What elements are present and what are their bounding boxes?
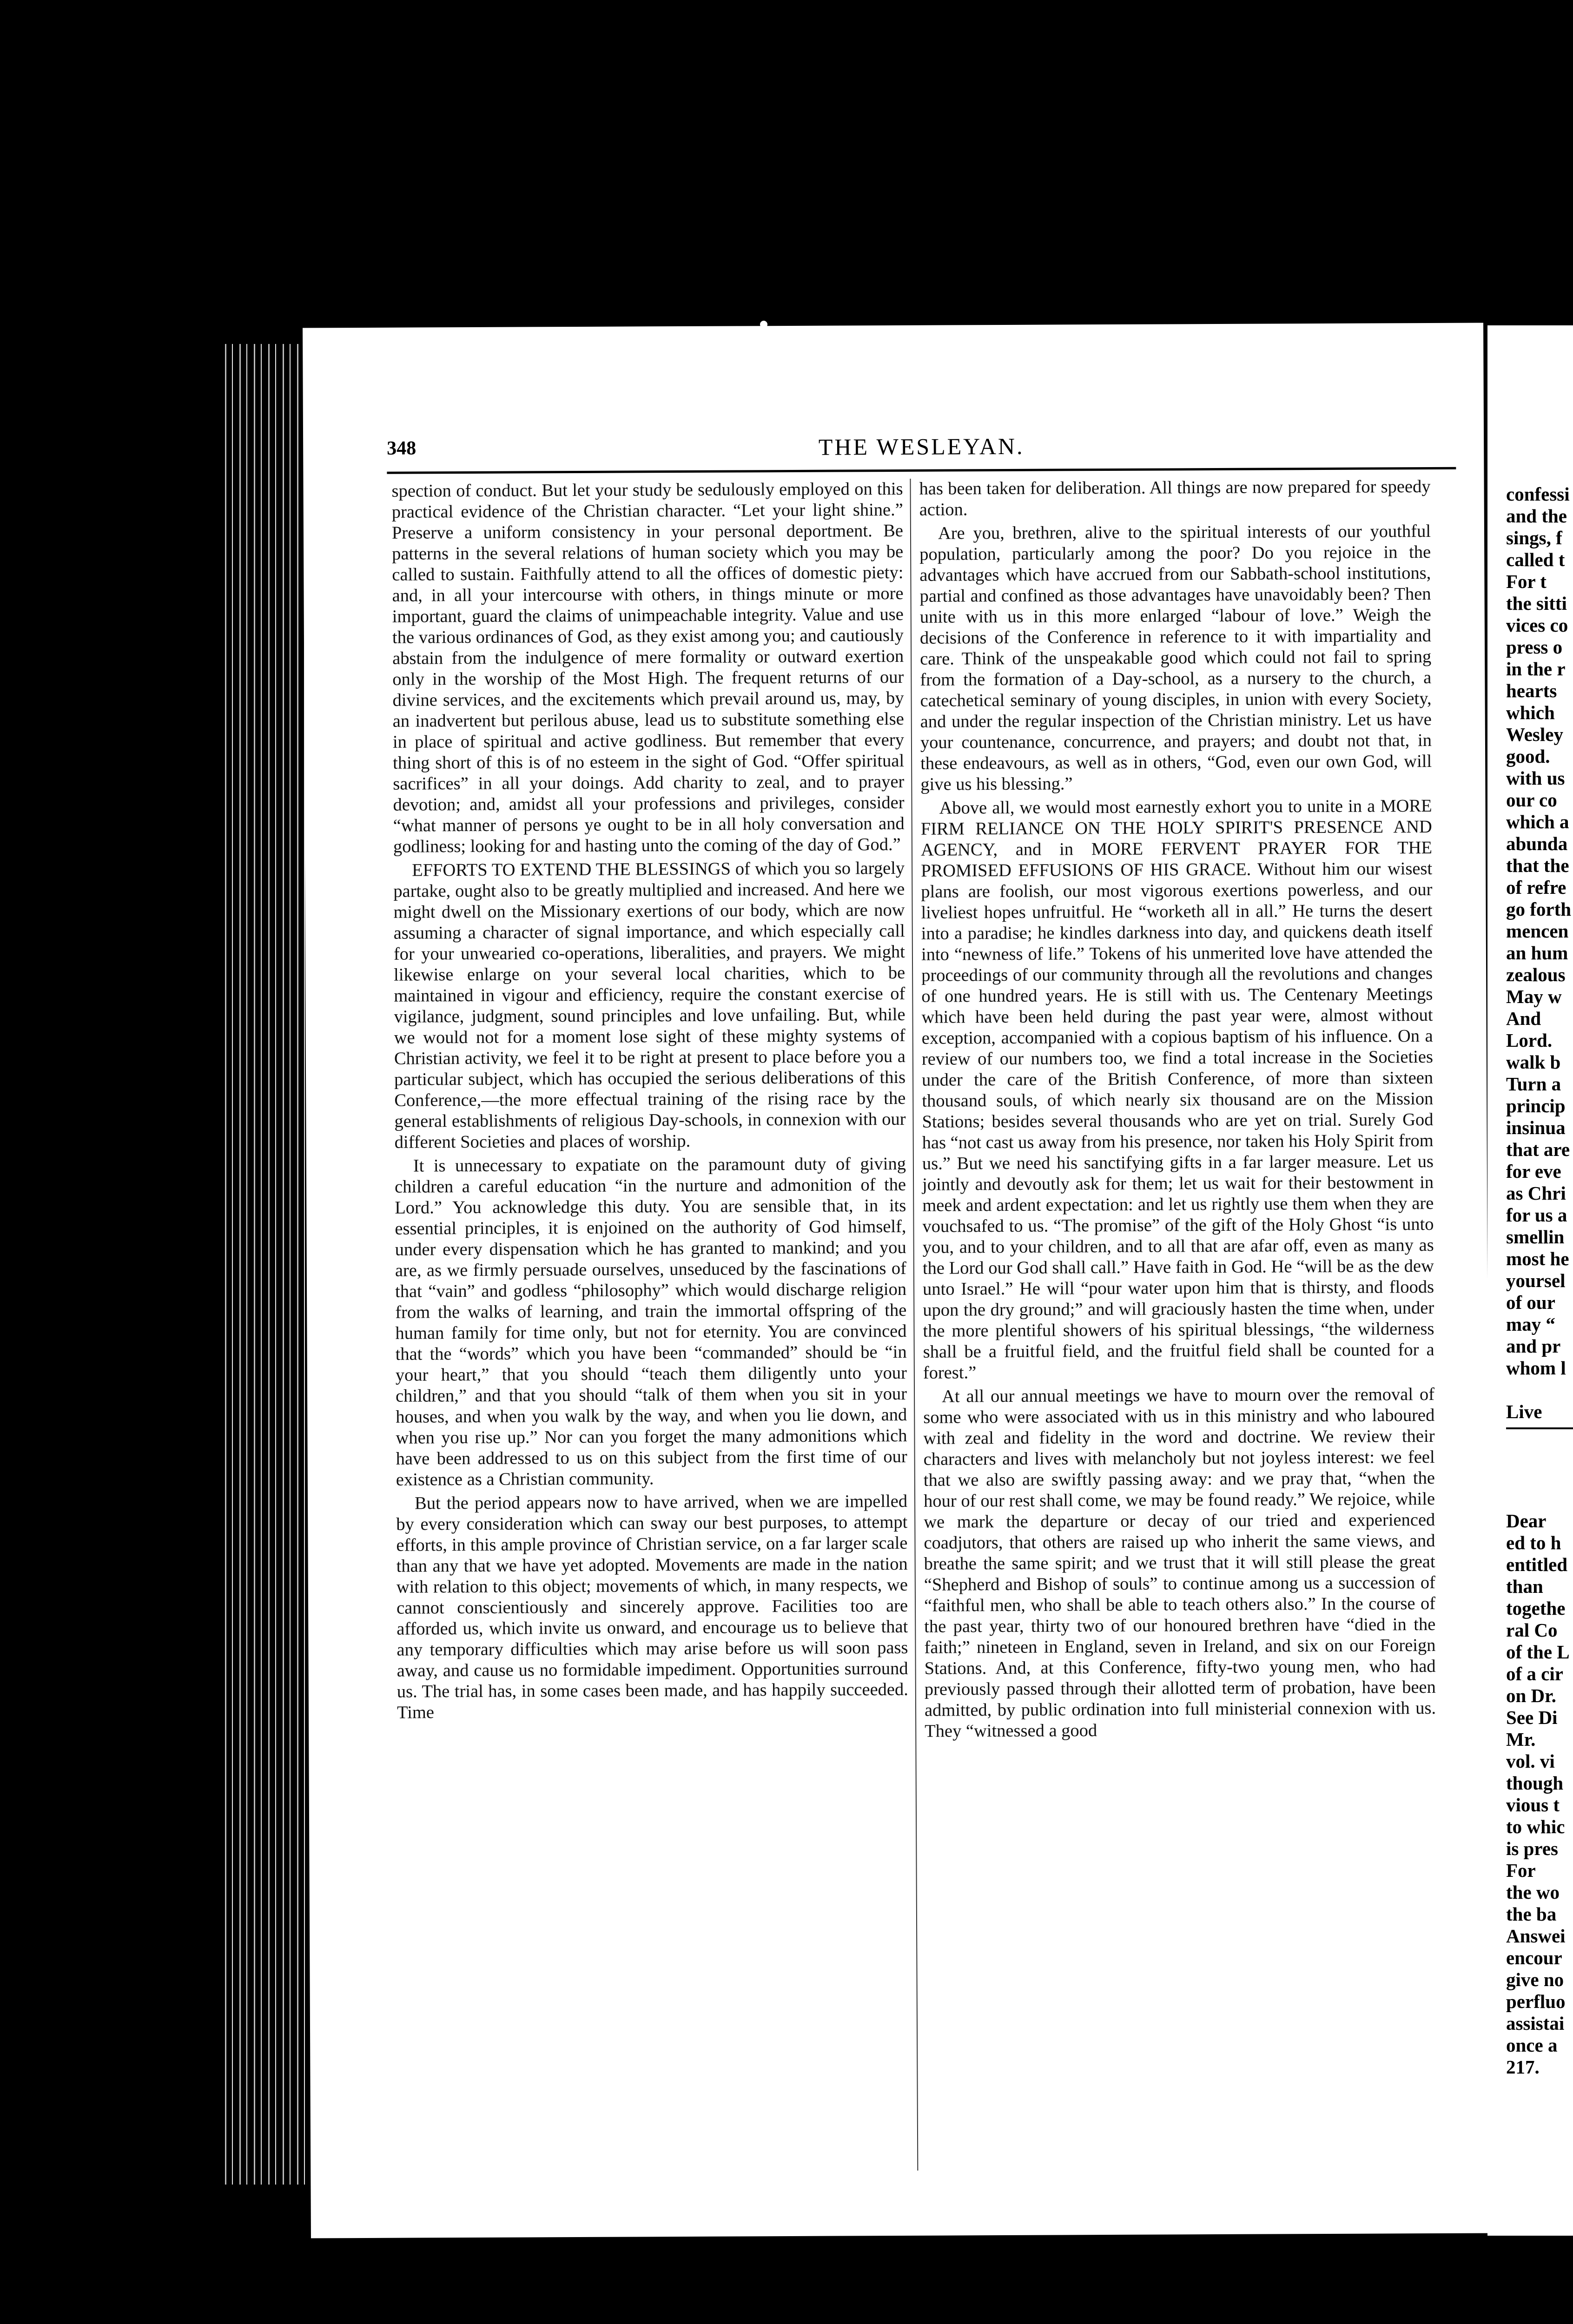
next-page-line: an hum [1506, 942, 1568, 964]
next-page-line: once a [1506, 2034, 1558, 2056]
paragraph: Above all, we would most earnestly exhort you to unite in a MORE FIRM RELIANCE ON THE HOLY SPIRIT'S PRESENCE AND AGENCY, and in MORE FERVENT PRAYER FOR THE PROMISED EFFUSIONS OF HIS GRACE. Without him our wisest plans are foolish, our most vigorous exertions powerless, and our liveliest hopes unfruitful. He “worketh all in all.” He turns the desert into a paradise; he kindles darkness into day, and quickens death itself into “newness of life.” Tokens of his unmerited love have attended the proceedings of our community through all the revolutions and changes of one hundred years. He is still with us. The Centenary Meetings which have been held during the past year were, almost without exception, accompanied with a copious baptism of his influence. On a review of our numbers too, we find a total increase in the Societies under the care of the British Conference, of more than sixteen thousand souls, of which nearly six thousand are on the Mission Stations; besides several thousands who are yet on trial. Surely God has “not cast us away from his presence, nor taken his Holy Spirit from us.” But we need his sanctifying gifts in a far larger measure. Let us jointly and devoutly ask for them; let us wait for their bestowment in meek and ardent expectation: and let us rightly use them when they are vouchsafed to us. “The promise” of the gift of the Holy Ghost “is unto you, and to your children, and to all that are afar off, even as many as the Lord our God shall call.” Have faith in God. He “will be as the dew unto Israel.” He will “pour water upon him that is thirsty, and floods upon the dry ground;” and will graciously hasten the time when, under the more plentiful showers of his spiritual blessings, “the wilderness shall be a fruitful field, and the fruitful field shall be counted for a forest.” [920, 796, 1434, 1383]
next-page-line: See Di [1506, 1707, 1558, 1728]
scan-speck [760, 321, 767, 328]
next-page-line: entitled [1506, 1554, 1568, 1575]
next-page-line: on Dr. [1506, 1685, 1556, 1706]
paragraph: But the period appears now to have arrived, when we are impelled by every consideration which can sway our best purposes, to attempt efforts, in this ample province of Christian service, on a far larger scale than any that we have yet adopted. Movements are made in the nation with relation to this object; movements of which, in many respects, we cannot conscientiously and sincerely approve. Facilities too are afforded us, which invite us onward, and encourage us to believe that any temporary difficulties which may arise before us will soon pass away, and cause us no formidable impediment. Opportunities surround us. The trial has, in some cases been made, and has happily succeeded. Time [396, 1491, 908, 1723]
next-page-line: insinua [1506, 1117, 1566, 1138]
next-page-line: May w [1506, 986, 1562, 1007]
next-page-line: called t [1506, 549, 1565, 570]
next-page-line: 217. [1506, 2056, 1540, 2078]
column-divider [910, 479, 918, 2171]
next-page-line: zealous [1506, 964, 1566, 985]
next-page-edge [1487, 325, 1573, 2236]
header-rule [387, 467, 1456, 474]
next-page-line: and pr [1506, 1335, 1561, 1357]
next-page-line: of the L [1506, 1641, 1570, 1663]
next-page-line: encour [1506, 1947, 1562, 1968]
next-page-line: than [1506, 1576, 1543, 1597]
next-page-line: assistai [1506, 2013, 1565, 2034]
next-page-line: go forth [1506, 898, 1572, 920]
next-page-line: whom l [1506, 1357, 1566, 1379]
next-page-line: princip [1506, 1095, 1566, 1116]
next-page-line: with us [1506, 767, 1565, 789]
next-page-line: the ba [1506, 1903, 1557, 1925]
next-page-line: for eve [1506, 1161, 1561, 1182]
next-page-line: the wo [1506, 1882, 1560, 1903]
next-page-line: the sitti [1506, 593, 1567, 614]
next-page-line: mencen [1506, 920, 1569, 942]
right-column [919, 476, 1436, 1745]
next-page-line: hearts [1506, 680, 1557, 701]
next-page-line: abunda [1506, 833, 1568, 854]
next-page-line: to whic [1506, 1816, 1565, 1837]
paragraph: has been taken for deliberation. All things are now prepared for speedy action. [919, 476, 1431, 520]
next-page-line: For t [1506, 571, 1547, 592]
next-page-line: sings, f [1506, 527, 1562, 548]
next-page-line: Live [1506, 1401, 1542, 1422]
page-number: 348 [387, 437, 416, 459]
next-page-line: in the r [1506, 658, 1566, 680]
next-page-line: for us a [1506, 1204, 1567, 1226]
next-page-line: good. [1506, 746, 1550, 767]
next-page-line: that are [1506, 1139, 1570, 1160]
paragraph: Are you, brethren, alive to the spiritual interests of our youthful population, particularly among the poor? Do you rejoice in the advantages which have accrued from our Sabbath-school institutions, partial and confined as those advantages have unavoidably been? Then unite with us in this more enlarged “labour of love.” Weigh the decisions of the Conference in reference to it with impartiality and care. Think of the unspeakable good which could not fail to spring from the formation of a Day-school, as a nursery to the church, a catechetical seminary of young disciples, in union with every Society, and under the regular inspection of the Christian ministry. Let us have your countenance, concurrence, and prayers; and doubt not that, in these endeavours, as well as in others, “God, even our own God, will give us his blessing.” [919, 521, 1432, 794]
next-page-line: And [1506, 1008, 1541, 1029]
book-gutter [218, 344, 316, 2185]
next-page-line: Mr. [1506, 1729, 1536, 1750]
paragraph: EFFORTS TO EXTEND THE BLESSINGS of which you so largely partake, ought also to be greatly multiplied and increased. And here we might dwell on the Missionary exertions of our body, which are now assuming a character of signal importance, and which especially call for your unwearied co-operations, liberalities, and prayers. We might likewise enlarge on your several local charities, which to be maintained in vigour and efficiency, require the constant exercise of vigilance, judgment, sound principles and love unfailing. But, while we would not for a moment lose sight of these mighty systems of Christian activity, we feel it to be right at present to place before you a particular subject, which has occupied the serious deliberations of this Conference,—the more effectual training of the rising race by the general establishments of religious Day-schools, in connexion with our different Societies and places of worship. [393, 858, 906, 1152]
next-page-line: as Chri [1506, 1182, 1566, 1204]
page-348 [303, 323, 1492, 2238]
running-title: THE WESLEYAN. [818, 433, 1024, 460]
next-page-line: confessi [1506, 483, 1570, 505]
next-page-line: our co [1506, 789, 1557, 811]
next-page-rule [1506, 1427, 1573, 1429]
next-page-line: that the [1506, 855, 1569, 876]
scan-speck [1494, 1604, 1502, 1611]
next-page-line: Wesley [1506, 724, 1563, 745]
next-page-line: press o [1506, 636, 1563, 658]
next-page-line: smellin [1506, 1226, 1565, 1248]
next-page-line: Dear [1506, 1510, 1547, 1532]
next-page-line: is pres [1506, 1838, 1559, 1859]
next-page-line: ral Co [1506, 1619, 1558, 1641]
next-page-line: Lord. [1506, 1030, 1553, 1051]
next-page-line: Answei [1506, 1925, 1566, 1947]
next-page-line: may “ [1506, 1314, 1555, 1335]
next-page-line: of refre [1506, 877, 1566, 898]
next-page-line: of a cir [1506, 1663, 1563, 1684]
next-page-line: vol. vi [1506, 1750, 1555, 1772]
next-page-line: of our [1506, 1292, 1555, 1313]
next-page-line: ed to h [1506, 1532, 1561, 1553]
next-page-line: give no [1506, 1969, 1564, 1990]
left-column [391, 479, 908, 1726]
next-page-line: togethe [1506, 1598, 1566, 1619]
next-page-line: most he [1506, 1248, 1569, 1269]
next-page-line: yoursel [1506, 1270, 1566, 1291]
next-page-line: and the [1506, 505, 1567, 527]
paragraph: spection of conduct. But let your study be sedulously employed on this practical evidence of the Christian character. “Let your light shine.” Preserve a uniform consistency in your personal deportment. Be patterns in the several relations of human society which you may be called to sustain. Faithfully attend to all the offices of domestic piety: and, in all your intercourse with others, in things minute or more important, guard the claims of unimpeachable integrity. Value and use the various ordinances of God, as they exist among you; and cautiously abstain from the indulgence of mere formality or outward exertion only in the worship of the Most High. The frequent returns of our divine services, and the excitements which prevail around us, may, by an inadvertent but perilous abuse, lead us to substitute something else in place of spiritual and active godliness. But remember that every thing short of this is of no esteem in the sight of God. “Offer spiritual sacrifices” in all your doings. Add charity to zeal, and to prayer devotion; and, amidst all your professions and privileges, consider “what manner of persons ye ought to be in all holy conversation and godliness; looking for and hasting unto the coming of the day of God.” [391, 479, 905, 857]
paragraph: At all our annual meetings we have to mourn over the removal of some who were associated with us in this ministry and who laboured with zeal and fidelity in the word and doctrine. We review their characters and lives with melancholy but not joyless interest: we feel that we also are swiftly passing away: and we pray that, “when the hour of our rest shall come, we may be found ready.” We rejoice, while we mark the departure or decay of our tried and experienced coadjutors, that others are raised up who inherit the same views, and breathe the same spirit; and we trust that it will still please the great “Shepherd and Bishop of souls” to continue among us a succession of “faithful men, who shall be able to teach others also.” In the course of the past year, thirty two of our honoured brethren have “died in the faith;” nineteen in England, seven in Ireland, and six on our Foreign Stations. And, at this Conference, fifty-two young men, who had previously passed through their allotted term of probation, have been admitted, by public ordination into full ministerial connexion with us. They “witnessed a good [923, 1384, 1436, 1741]
next-page-line: Turn a [1506, 1073, 1561, 1095]
page-header [382, 431, 1461, 468]
next-page-line: though [1506, 1772, 1564, 1794]
next-page-line: walk b [1506, 1051, 1561, 1073]
next-page-line: For [1506, 1860, 1536, 1881]
next-page-line: vices co [1506, 614, 1568, 636]
next-page-line: vious t [1506, 1794, 1560, 1816]
next-page-line: which a [1506, 811, 1569, 832]
next-page-line: which [1506, 702, 1555, 723]
paragraph: It is unnecessary to expatiate on the paramount duty of giving children a careful education “in the nurture and admonition of the Lord.” You acknowledge this duty. You are sensible that, in its essential principles, it is enjoined on the authority of God himself, under every dispensation which he has granted to mankind; and you are, as we firmly persuade ourselves, unseduced by the fascinations of that “vain” and godless “philosophy” which would discharge religion from the walks of learning, and train the immortal offspring of the human family for time only, but not for eternity. You are convinced that the “words” which you have been “commanded” should be “in your heart,” that you should “teach them diligently unto your children,” and that you should “talk of them when you sit in your houses, and when you walk by the way, and when you lie down, and when you rise up.” Nor can you forget the many admonitions which have been addressed to us on this subject from the first time of our existence as a Christian community. [395, 1154, 907, 1490]
next-page-line: perfluo [1506, 1991, 1566, 2012]
